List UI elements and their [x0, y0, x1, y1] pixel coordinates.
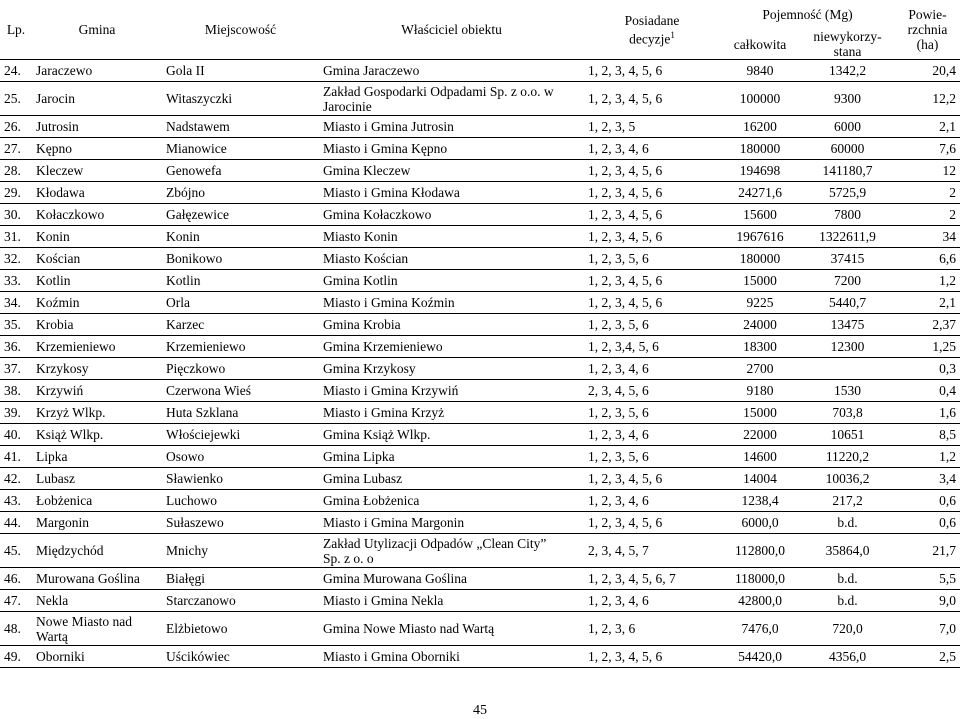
- cell-calkowita: 9180: [720, 380, 800, 402]
- cell-lp: 29.: [0, 182, 32, 204]
- powierzchnia-header-line3: (ha): [916, 37, 939, 52]
- niewykorzystana-header-line1: niewykorzy-: [813, 29, 882, 44]
- cell-gmina: Konin: [32, 226, 162, 248]
- cell-powierzchnia: 2,1: [895, 116, 960, 138]
- cell-gmina: Krobia: [32, 314, 162, 336]
- table-row: [0, 446, 960, 468]
- cell-lp: 44.: [0, 512, 32, 534]
- cell-calkowita: 16200: [720, 116, 800, 138]
- cell-lp: 48.: [0, 612, 32, 646]
- cell-decyzje: 1, 2, 3, 4, 5, 6: [584, 468, 720, 490]
- cell-lp: 39.: [0, 402, 32, 424]
- table-row: [0, 512, 960, 534]
- cell-niewykorzystana: 9300: [800, 82, 895, 116]
- cell-calkowita: 194698: [720, 160, 800, 182]
- cell-calkowita: 9225: [720, 292, 800, 314]
- cell-niewykorzystana: 6000: [800, 116, 895, 138]
- cell-miejscowosc: Krzemieniewo: [162, 336, 319, 358]
- cell-wlasciciel: Gmina Krzykosy: [319, 358, 584, 380]
- cell-calkowita: 7476,0: [720, 612, 800, 646]
- cell-calkowita: 180000: [720, 248, 800, 270]
- cell-wlasciciel: Gmina Krobia: [319, 314, 584, 336]
- cell-niewykorzystana: 35864,0: [800, 534, 895, 568]
- table-row: [0, 116, 960, 138]
- table-row: [0, 138, 960, 160]
- cell-gmina: Krzemieniewo: [32, 336, 162, 358]
- cell-decyzje: 1, 2, 3, 4, 5, 6: [584, 292, 720, 314]
- cell-miejscowosc: Elżbietowo: [162, 612, 319, 646]
- cell-miejscowosc: Gola II: [162, 60, 319, 82]
- cell-lp: 41.: [0, 446, 32, 468]
- cell-powierzchnia: 0,3: [895, 358, 960, 380]
- col-header-gmina: Gmina: [32, 0, 162, 60]
- col-header-wlasciciel: Właściciel obiektu: [319, 0, 584, 60]
- cell-niewykorzystana: [800, 358, 895, 380]
- cell-decyzje: 1, 2, 3, 4, 5, 6: [584, 270, 720, 292]
- cell-calkowita: 42800,0: [720, 590, 800, 612]
- cell-lp: 31.: [0, 226, 32, 248]
- cell-wlasciciel: Gmina Książ Wlkp.: [319, 424, 584, 446]
- cell-decyzje: 1, 2, 3, 4, 5, 6: [584, 182, 720, 204]
- cell-gmina-line2: Wartą: [36, 628, 68, 644]
- decyzje-footnote-mark: 1: [670, 29, 675, 40]
- cell-powierzchnia: 1,2: [895, 446, 960, 468]
- cell-calkowita: 15600: [720, 204, 800, 226]
- cell-calkowita: 9840: [720, 60, 800, 82]
- cell-lp: 42.: [0, 468, 32, 490]
- cell-gmina: Kępno: [32, 138, 162, 160]
- cell-decyzje: 1, 2, 3, 4, 6: [584, 590, 720, 612]
- cell-miejscowosc: Nadstawem: [162, 116, 319, 138]
- cell-gmina-line1: Nowe Miasto nad: [36, 613, 132, 629]
- cell-decyzje: 1, 2, 3, 5: [584, 116, 720, 138]
- cell-miejscowosc: Kotlin: [162, 270, 319, 292]
- cell-calkowita: 1238,4: [720, 490, 800, 512]
- cell-calkowita: 24271,6: [720, 182, 800, 204]
- cell-miejscowosc: Konin: [162, 226, 319, 248]
- cell-lp: 49.: [0, 646, 32, 668]
- cell-miejscowosc: Bonikowo: [162, 248, 319, 270]
- table-row: [0, 568, 960, 590]
- col-header-calkowita: całkowita: [720, 29, 800, 60]
- cell-lp: 32.: [0, 248, 32, 270]
- cell-miejscowosc: Karzec: [162, 314, 319, 336]
- cell-miejscowosc: Starczanowo: [162, 590, 319, 612]
- col-header-decyzje: [584, 0, 720, 60]
- cell-powierzchnia: 8,5: [895, 424, 960, 446]
- cell-wlasciciel: Miasto i Gmina Koźmin: [319, 292, 584, 314]
- table-row: [0, 182, 960, 204]
- cell-decyzje: 1, 2, 3, 4, 5, 6: [584, 160, 720, 182]
- cell-wlasciciel: Miasto Kościan: [319, 248, 584, 270]
- cell-gmina: Krzywiń: [32, 380, 162, 402]
- cell-decyzje: 1, 2, 3, 4, 5, 6, 7: [584, 568, 720, 590]
- table-row: [0, 270, 960, 292]
- cell-calkowita: 100000: [720, 82, 800, 116]
- cell-powierzchnia: 21,7: [895, 534, 960, 568]
- cell-niewykorzystana: b.d.: [800, 512, 895, 534]
- cell-miejscowosc: Genowefa: [162, 160, 319, 182]
- table-row: [0, 424, 960, 446]
- cell-gmina: Koźmin: [32, 292, 162, 314]
- cell-niewykorzystana: 703,8: [800, 402, 895, 424]
- cell-lp: 37.: [0, 358, 32, 380]
- cell-gmina: Krzykosy: [32, 358, 162, 380]
- table-row: [0, 468, 960, 490]
- cell-miejscowosc: Luchowo: [162, 490, 319, 512]
- cell-wlasciciel-line1: Zakład Gospodarki Odpadami Sp. z o.o. w: [323, 83, 554, 99]
- cell-decyzje: 1, 2, 3, 5, 6: [584, 314, 720, 336]
- cell-powierzchnia: 1,25: [895, 336, 960, 358]
- cell-decyzje: 1, 2, 3, 4, 5, 6: [584, 60, 720, 82]
- cell-niewykorzystana: b.d.: [800, 590, 895, 612]
- cell-niewykorzystana: 4356,0: [800, 646, 895, 668]
- cell-decyzje: 1, 2, 3, 4, 5, 6: [584, 226, 720, 248]
- cell-calkowita: 18300: [720, 336, 800, 358]
- cell-miejscowosc: Sułaszewo: [162, 512, 319, 534]
- cell-lp: 25.: [0, 82, 32, 116]
- cell-calkowita: 15000: [720, 402, 800, 424]
- cell-niewykorzystana: 1530: [800, 380, 895, 402]
- cell-gmina: Książ Wlkp.: [32, 424, 162, 446]
- cell-wlasciciel: Gmina Krzemieniewo: [319, 336, 584, 358]
- cell-gmina: Oborniki: [32, 646, 162, 668]
- table-row: [0, 248, 960, 270]
- cell-gmina: Jaraczewo: [32, 60, 162, 82]
- cell-decyzje: 1, 2, 3, 5, 6: [584, 248, 720, 270]
- cell-niewykorzystana: 10036,2: [800, 468, 895, 490]
- cell-niewykorzystana: 12300: [800, 336, 895, 358]
- cell-lp: 28.: [0, 160, 32, 182]
- table-row: [0, 380, 960, 402]
- cell-niewykorzystana: 37415: [800, 248, 895, 270]
- table-row: [0, 160, 960, 182]
- cell-decyzje: 1, 2, 3, 5, 6: [584, 446, 720, 468]
- cell-lp: 24.: [0, 60, 32, 82]
- cell-powierzchnia: 2,5: [895, 646, 960, 668]
- cell-wlasciciel: Gmina Jaraczewo: [319, 60, 584, 82]
- decyzje-header-line2: decyzje: [629, 31, 671, 47]
- table-row: [0, 204, 960, 226]
- niewykorzystana-header-line2: stana: [833, 44, 862, 59]
- col-header-powierzchnia: [895, 0, 960, 60]
- cell-decyzje: 1, 2, 3, 6: [584, 612, 720, 646]
- cell-lp: 30.: [0, 204, 32, 226]
- cell-niewykorzystana: 7800: [800, 204, 895, 226]
- cell-powierzchnia: 2,37: [895, 314, 960, 336]
- cell-gmina: Kłodawa: [32, 182, 162, 204]
- cell-lp: 36.: [0, 336, 32, 358]
- cell-decyzje: 1, 2, 3, 4, 5, 6: [584, 204, 720, 226]
- cell-wlasciciel: Miasto i Gmina Oborniki: [319, 646, 584, 668]
- cell-miejscowosc: Zbójno: [162, 182, 319, 204]
- cell-lp: 27.: [0, 138, 32, 160]
- table-row: [0, 358, 960, 380]
- cell-wlasciciel: Gmina Nowe Miasto nad Wartą: [319, 612, 584, 646]
- cell-gmina: Kołaczkowo: [32, 204, 162, 226]
- cell-wlasciciel: [319, 82, 584, 116]
- cell-powierzchnia: 2: [895, 204, 960, 226]
- cell-powierzchnia: 1,2: [895, 270, 960, 292]
- cell-lp: 34.: [0, 292, 32, 314]
- cell-calkowita: 1967616: [720, 226, 800, 248]
- powierzchnia-header-line2: rzchnia: [907, 22, 948, 37]
- cell-calkowita: 14004: [720, 468, 800, 490]
- cell-lp: 35.: [0, 314, 32, 336]
- col-header-pojemnosc: Pojemność (Mg): [762, 7, 853, 22]
- cell-gmina: Łobżenica: [32, 490, 162, 512]
- cell-miejscowosc: Gałęzewice: [162, 204, 319, 226]
- cell-decyzje: 1, 2, 3, 4, 6: [584, 358, 720, 380]
- cell-powierzchnia: 5,5: [895, 568, 960, 590]
- cell-powierzchnia: 0,4: [895, 380, 960, 402]
- cell-decyzje: 2, 3, 4, 5, 7: [584, 534, 720, 568]
- cell-gmina: Kościan: [32, 248, 162, 270]
- header-row: [0, 0, 960, 29]
- cell-niewykorzystana: 5725,9: [800, 182, 895, 204]
- cell-decyzje: 1, 2, 3, 4, 5, 6: [584, 646, 720, 668]
- cell-gmina: Murowana Goślina: [32, 568, 162, 590]
- cell-powierzchnia: 9,0: [895, 590, 960, 612]
- cell-powierzchnia: 3,4: [895, 468, 960, 490]
- cell-miejscowosc: Sławienko: [162, 468, 319, 490]
- cell-lp: 33.: [0, 270, 32, 292]
- cell-decyzje: 1, 2, 3, 4, 6: [584, 138, 720, 160]
- cell-wlasciciel-line2: Sp. z o. o: [323, 550, 374, 566]
- decyzje-header-line1: Posiadane: [624, 12, 680, 28]
- cell-powierzchnia: 7,0: [895, 612, 960, 646]
- table-body: [0, 60, 960, 668]
- cell-miejscowosc: Orla: [162, 292, 319, 314]
- table-row: [0, 226, 960, 248]
- col-header-miejscowosc: Miejscowość: [162, 0, 319, 60]
- cell-decyzje: 1, 2, 3, 4, 6: [584, 490, 720, 512]
- cell-powierzchnia: 0,6: [895, 512, 960, 534]
- cell-powierzchnia: 20,4: [895, 60, 960, 82]
- powierzchnia-header-line1: Powie-: [908, 7, 947, 22]
- cell-gmina: Kotlin: [32, 270, 162, 292]
- cell-calkowita: 15000: [720, 270, 800, 292]
- cell-miejscowosc: Czerwona Wieś: [162, 380, 319, 402]
- cell-gmina: Nekla: [32, 590, 162, 612]
- cell-decyzje: 1, 2, 3,4, 5, 6: [584, 336, 720, 358]
- cell-calkowita: 112800,0: [720, 534, 800, 568]
- cell-gmina: [32, 612, 162, 646]
- cell-niewykorzystana: 720,0: [800, 612, 895, 646]
- cell-calkowita: 2700: [720, 358, 800, 380]
- cell-niewykorzystana: 60000: [800, 138, 895, 160]
- cell-powierzchnia: 0,6: [895, 490, 960, 512]
- cell-miejscowosc: Włościejewki: [162, 424, 319, 446]
- cell-wlasciciel: Gmina Kleczew: [319, 160, 584, 182]
- cell-wlasciciel: Miasto i Gmina Krzywiń: [319, 380, 584, 402]
- table-row: [0, 490, 960, 512]
- cell-niewykorzystana: 141180,7: [800, 160, 895, 182]
- table-row: [0, 534, 960, 568]
- cell-miejscowosc: Witaszyczki: [162, 82, 319, 116]
- table-row: [0, 590, 960, 612]
- cell-powierzchnia: 7,6: [895, 138, 960, 160]
- cell-wlasciciel: Miasto i Gmina Kępno: [319, 138, 584, 160]
- cell-wlasciciel: Gmina Lubasz: [319, 468, 584, 490]
- cell-niewykorzystana: 5440,7: [800, 292, 895, 314]
- cell-gmina: Margonin: [32, 512, 162, 534]
- cell-niewykorzystana: 7200: [800, 270, 895, 292]
- cell-powierzchnia: 12,2: [895, 82, 960, 116]
- table-row: [0, 646, 960, 668]
- cell-decyzje: 1, 2, 3, 4, 6: [584, 424, 720, 446]
- page-number: 45: [473, 703, 487, 718]
- cell-wlasciciel: Miasto i Gmina Kłodawa: [319, 182, 584, 204]
- cell-gmina: Krzyż Wlkp.: [32, 402, 162, 424]
- cell-gmina: Kleczew: [32, 160, 162, 182]
- cell-decyzje: 1, 2, 3, 4, 5, 6: [584, 512, 720, 534]
- cell-lp: 45.: [0, 534, 32, 568]
- table-row: [0, 60, 960, 82]
- cell-lp: 26.: [0, 116, 32, 138]
- table-row: [0, 314, 960, 336]
- cell-lp: 46.: [0, 568, 32, 590]
- cell-gmina: Jutrosin: [32, 116, 162, 138]
- cell-powierzchnia: 2,1: [895, 292, 960, 314]
- cell-wlasciciel: Miasto Konin: [319, 226, 584, 248]
- cell-miejscowosc: Mianowice: [162, 138, 319, 160]
- cell-niewykorzystana: 10651: [800, 424, 895, 446]
- cell-wlasciciel: [319, 534, 584, 568]
- cell-miejscowosc: Pięczkowo: [162, 358, 319, 380]
- cell-powierzchnia: 2: [895, 182, 960, 204]
- cell-miejscowosc: Białęgi: [162, 568, 319, 590]
- cell-wlasciciel: Miasto i Gmina Nekla: [319, 590, 584, 612]
- cell-calkowita: 54420,0: [720, 646, 800, 668]
- cell-lp: 47.: [0, 590, 32, 612]
- cell-calkowita: 118000,0: [720, 568, 800, 590]
- table-row: [0, 336, 960, 358]
- cell-niewykorzystana: 217,2: [800, 490, 895, 512]
- cell-wlasciciel: Miasto i Gmina Jutrosin: [319, 116, 584, 138]
- cell-wlasciciel: Miasto i Gmina Krzyż: [319, 402, 584, 424]
- cell-calkowita: 14600: [720, 446, 800, 468]
- cell-powierzchnia: 1,6: [895, 402, 960, 424]
- table-row: [0, 612, 960, 646]
- cell-decyzje: 1, 2, 3, 5, 6: [584, 402, 720, 424]
- col-header-niewykorzystana: [800, 29, 895, 60]
- cell-lp: 40.: [0, 424, 32, 446]
- cell-decyzje: 1, 2, 3, 4, 5, 6: [584, 82, 720, 116]
- cell-wlasciciel: Miasto i Gmina Margonin: [319, 512, 584, 534]
- cell-miejscowosc: Mnichy: [162, 534, 319, 568]
- cell-lp: 38.: [0, 380, 32, 402]
- cell-gmina: Lubasz: [32, 468, 162, 490]
- cell-miejscowosc: Uścikówiec: [162, 646, 319, 668]
- cell-powierzchnia: 12: [895, 160, 960, 182]
- cell-wlasciciel: Gmina Kołaczkowo: [319, 204, 584, 226]
- table-row: [0, 402, 960, 424]
- cell-wlasciciel: Gmina Kotlin: [319, 270, 584, 292]
- cell-wlasciciel: Gmina Łobżenica: [319, 490, 584, 512]
- cell-lp: 43.: [0, 490, 32, 512]
- table-row: [0, 82, 960, 116]
- cell-calkowita: 22000: [720, 424, 800, 446]
- cell-powierzchnia: 34: [895, 226, 960, 248]
- cell-miejscowosc: Osowo: [162, 446, 319, 468]
- cell-wlasciciel-line2: Jarocinie: [323, 98, 372, 114]
- cell-decyzje: 2, 3, 4, 5, 6: [584, 380, 720, 402]
- cell-niewykorzystana: 1342,2: [800, 60, 895, 82]
- cell-gmina: Lipka: [32, 446, 162, 468]
- cell-wlasciciel: Gmina Lipka: [319, 446, 584, 468]
- cell-calkowita: 180000: [720, 138, 800, 160]
- cell-calkowita: 6000,0: [720, 512, 800, 534]
- cell-gmina: Jarocin: [32, 82, 162, 116]
- cell-wlasciciel-line1: Zakład Utylizacji Odpadów „Clean City”: [323, 535, 547, 551]
- cell-powierzchnia: 6,6: [895, 248, 960, 270]
- cell-wlasciciel: Gmina Murowana Goślina: [319, 568, 584, 590]
- cell-niewykorzystana: 1322611,9: [800, 226, 895, 248]
- cell-niewykorzystana: 11220,2: [800, 446, 895, 468]
- cell-niewykorzystana: 13475: [800, 314, 895, 336]
- table-row: [0, 292, 960, 314]
- col-header-lp: Lp.: [0, 0, 32, 60]
- cell-calkowita: 24000: [720, 314, 800, 336]
- cell-gmina: Międzychód: [32, 534, 162, 568]
- cell-miejscowosc: Huta Szklana: [162, 402, 319, 424]
- cell-niewykorzystana: b.d.: [800, 568, 895, 590]
